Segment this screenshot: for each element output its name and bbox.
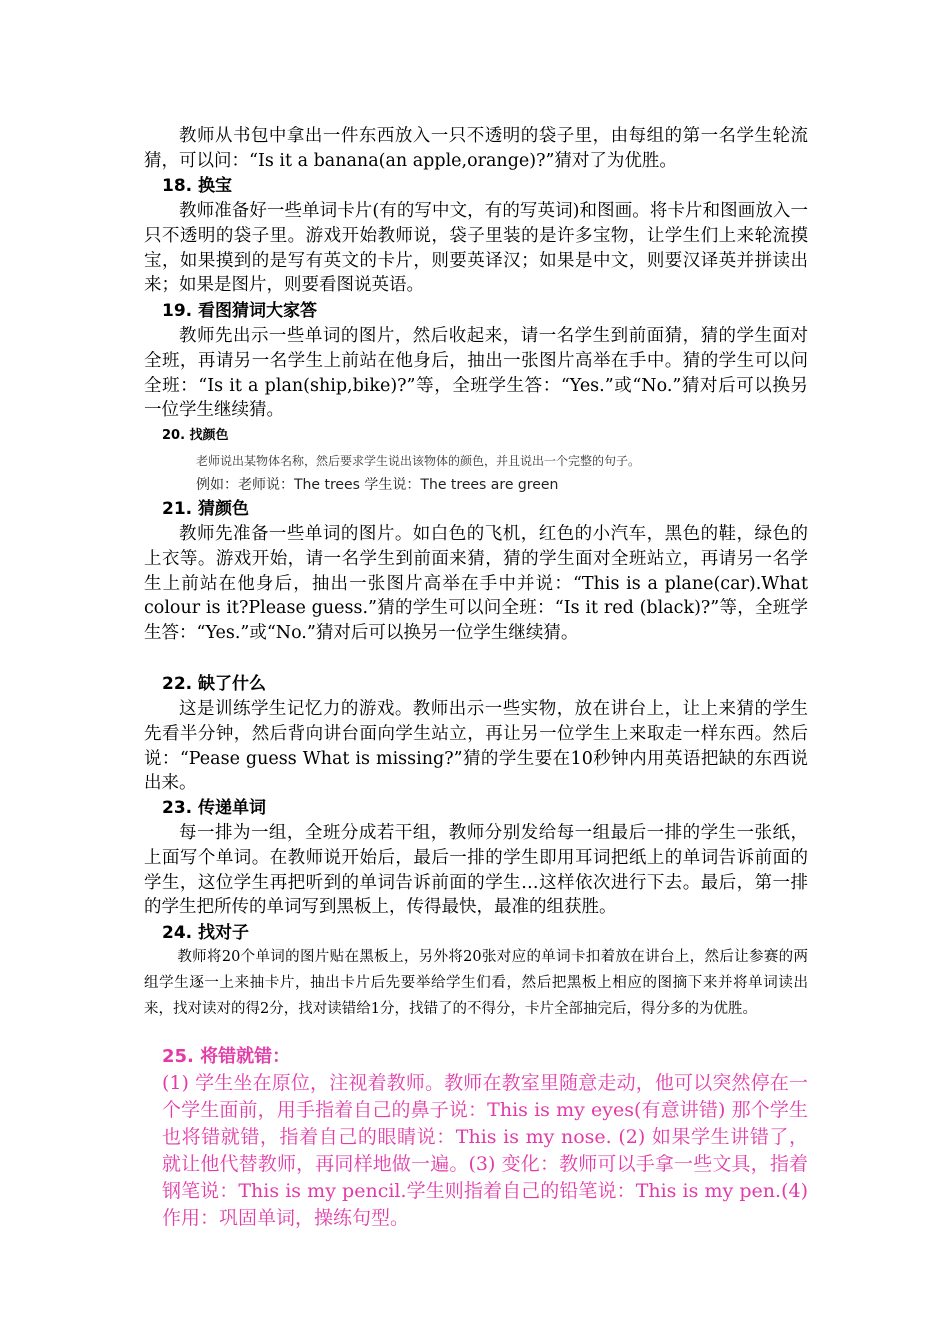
- section-21-title: 21. 猜颜色: [162, 499, 250, 519]
- section-25-body: (1) 学生坐在原位，注视着教师。教师在教室里随意走动，他可以突然停在一个学生面前，用手指着自己的鼻子说：This is my eyes(有意讲错) 那个学生也将错就错，指着自己的眼睛说：This is my nose. (2) 如果学生讲错了，就让他代替教师，再同样地做一遍。(3) 变化：教师可以手拿一些文具，指着钢笔说：This is my pencil.学生则指着自己的铅笔说：This is my pen.(4) 作用：巩固单词，操练句型。: [162, 1072, 808, 1229]
- section-23-body: 每一排为一组，全班分成若干组，教师分别发给每一组最后一排的学生一张纸，上面写个单词。在教师说开始后，最后一排的学生即用耳词把纸上的单词告诉前面的学生，这位学生再把听到的单词告诉前面的学生…这样依次进行下去。最后，第一排的学生把所传的单词写到黑板上，传得最快，最准的组获胜。: [144, 823, 808, 918]
- section-24-title: 24. 找对子: [162, 923, 250, 943]
- section-24-body: 教师将20个单词的图片贴在黑板上，另外将20张对应的单词卡扣着放在讲台上，然后让参赛的两组学生逐一上来抽卡片，抽出卡片后先要举给学生们看，然后把黑板上相应的图摘下来并将单词读出来，找对读对的得2分，找对读错给1分，找错了的不得分，卡片全部抽完后，得分多的为优胜。: [144, 949, 808, 1017]
- section-20-line2: 例如：老师说：The trees 学生说：The trees are green: [196, 477, 559, 493]
- intro-paragraph: 教师从书包中拿出一件东西放入一只不透明的袋子里，由每组的第一名学生轮流猜，可以问：“Is it a banana(an apple,orange)?”猜对了为优胜。: [144, 126, 808, 171]
- section-19-body: 教师先出示一些单词的图片，然后收起来，请一名学生到前面猜，猜的学生面对全班，再请另一名学生上前站在他身后，抽出一张图片高举在手中。猜的学生可以问全班：“Is it a plan(ship,bike)?”等，全班学生答：“Yes.”或“No.”猜对后可以换另一位学生继续猜。: [144, 326, 808, 421]
- section-18-body: 教师准备好一些单词卡片(有的写中文，有的写英词)和图画。将卡片和图画放入一只不透明的袋子里。游戏开始教师说，袋子里装的是许多宝物，让学生们上来轮流摸宝，如果摸到的是写有英文的卡片，则要英译汉；如果是中文，则要汉译英并拼读出来；如果是图片，则要看图说英语。: [144, 201, 808, 296]
- section-20-title: 20. 找颜色: [162, 428, 229, 443]
- section-23-title: 23. 传递单词: [162, 798, 267, 818]
- section-20-line1: 老师说出某物体名称，然后要求学生说出该物体的颜色，并且说出一个完整的句子。: [196, 454, 641, 468]
- section-22-body: 这是训练学生记忆力的游戏。教师出示一些实物，放在讲台上，让上来猜的学生先看半分钟，然后背向讲台面向学生站立，再让另一位学生上来取走一样东西。然后说：“Pease guess What is missing?”猜的学生要在10秒钟内用英语把缺的东西说出来。: [144, 699, 808, 794]
- section-19-title: 19. 看图猜词大家答: [162, 301, 318, 321]
- section-22-title: 22. 缺了什么: [162, 674, 267, 694]
- section-18-title: 18. 换宝: [162, 176, 233, 196]
- section-21-body: 教师先准备一些单词的图片。如白色的飞机，红色的小汽车，黑色的鞋，绿色的上衣等。游戏开始，请一名学生到前面来猜，猜的学生面对全班站立，再请另一名学生上前站在他身后，抽出一张图片高举在手中并说：“This is a plane(car).What colour is it?Please guess.”猜的学生可以问全班：“Is it red (black)?”等，全班学生答：“Yes.”或“No.”猜对后可以换另一位学生继续猜。: [144, 524, 808, 644]
- section-25-title: 25. 将错就错：: [162, 1046, 291, 1067]
